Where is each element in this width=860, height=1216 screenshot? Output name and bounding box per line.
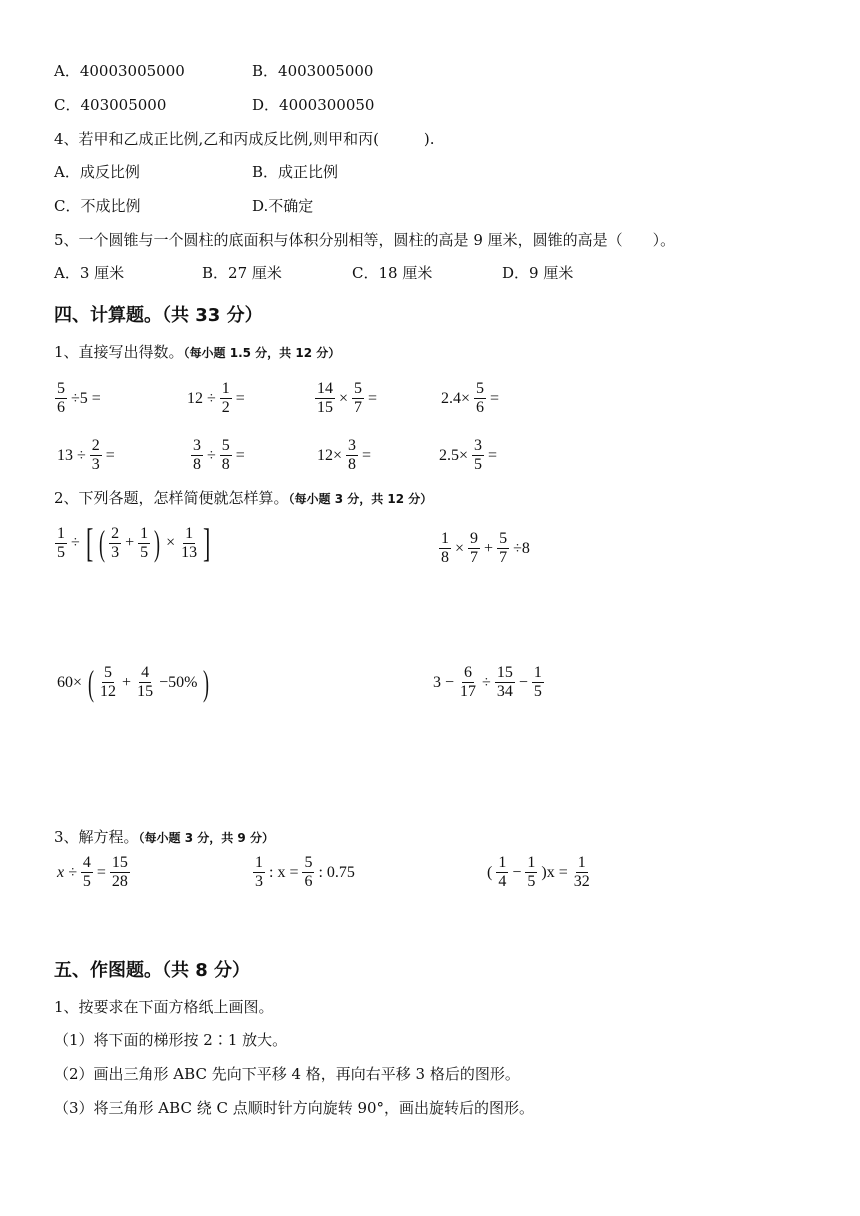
q5-text: 5、一个圆锥与一个圆柱的底面积与体积分别相等，圆柱的高是 9 厘米，圆锥的高是（ ）。 <box>54 231 676 249</box>
q5-option-d: D．9 厘米 <box>502 264 574 282</box>
section5-step2: （2）画出三角形 ABC 先向下平移 4 格，再向右平移 3 格后的图形。 <box>54 1065 520 1083</box>
section5-step1: （1）将下面的梯形按 2∶1 放大。 <box>54 1031 288 1049</box>
calc-item: $\frac{14}{15}$ × $\frac{5}{7}$ = <box>317 380 378 416</box>
calc-item: 2.4× $\frac{5}{6}$ = <box>441 380 500 416</box>
section4-part2 <box>54 487 432 508</box>
q3-option-b: B．4003005000 <box>252 62 374 80</box>
q3-option-a: A．40003005000 <box>54 62 185 80</box>
calc-item: 12 ÷ $\frac{1}{2}$ = <box>187 380 245 416</box>
part2-label: 2、下列各题，怎样简便就怎样算。 <box>54 489 289 507</box>
part2-note: （每小题 3 分，共 12 分） <box>288 492 433 506</box>
equation-item: $\frac{1}{3}$ : x = $\frac{5}{6}$ : 0.75 <box>255 854 355 890</box>
q4-option-d: D.不确定 <box>252 197 314 215</box>
calc-item: 13 ÷ $\frac{2}{3}$ = <box>57 437 115 473</box>
section4-title: 四、计算题。（共 33 分） <box>54 305 263 326</box>
calc-item: 12× $\frac{3}{8}$ = <box>317 437 372 473</box>
simplify-item: 3 − $\frac{6}{17}$ ÷ $\frac{15}{34}$ − $\frac{1}{5}$ <box>433 664 542 700</box>
section5-part1: 1、按要求在下面方格纸上画图。 <box>54 998 274 1016</box>
calc-item: 2.5× $\frac{3}{5}$ = <box>439 437 498 473</box>
equation-item: x ÷ $\frac{4}{5}$ = $\frac{15}{28}$ <box>57 854 128 890</box>
calc-item: $\frac{5}{6}$ ÷5 = <box>57 380 101 416</box>
q5-option-c: C．18 厘米 <box>352 264 433 282</box>
simplify-item: $\frac{1}{5}$ ÷ [ ( $\frac{2}{3}$ + $\frac{1}{5}$ ) × $\frac{1}{13}$ ] <box>57 520 211 565</box>
section4-part1 <box>54 341 340 362</box>
q4-option-c: C．不成比例 <box>54 197 141 215</box>
q4-text: 4、若甲和乙成正比例,乙和丙成反比例,则甲和丙( ). <box>54 130 435 148</box>
q5-option-a: A．3 厘米 <box>54 264 125 282</box>
part1-label: 1、直接写出得数。 <box>54 343 184 361</box>
q4-option-b: B．成正比例 <box>252 163 339 181</box>
simplify-item: $\frac{1}{8}$ × $\frac{9}{7}$ + $\frac{5}{7}$ ÷8 <box>441 530 530 566</box>
section4-part3 <box>54 826 274 847</box>
q3-option-c: C．403005000 <box>54 96 167 114</box>
q4-option-a: A．成反比例 <box>54 163 140 181</box>
q3-option-d: D．4000300050 <box>252 96 375 114</box>
equation-item: ( $\frac{1}{4}$ − $\frac{1}{5}$ )x = $\frac{1}{32}$ <box>487 854 590 890</box>
part1-note: （每小题 1.5 分，共 12 分） <box>183 346 341 360</box>
part3-label: 3、解方程。 <box>54 828 139 846</box>
calc-item: $\frac{3}{8}$ ÷ $\frac{5}{8}$ = <box>193 437 245 473</box>
part3-note: （每小题 3 分，共 9 分） <box>138 831 274 845</box>
section5-title: 五、作图题。（共 8 分） <box>54 960 251 981</box>
section5-step3: （3）将三角形 ABC 绕 C 点顺时针方向旋转 90°，画出旋转后的图形。 <box>54 1099 535 1117</box>
simplify-item: 60× ( $\frac{5}{12}$ + $\frac{4}{15}$ −50% ) <box>57 662 210 703</box>
q5-option-b: B．27 厘米 <box>202 264 282 282</box>
